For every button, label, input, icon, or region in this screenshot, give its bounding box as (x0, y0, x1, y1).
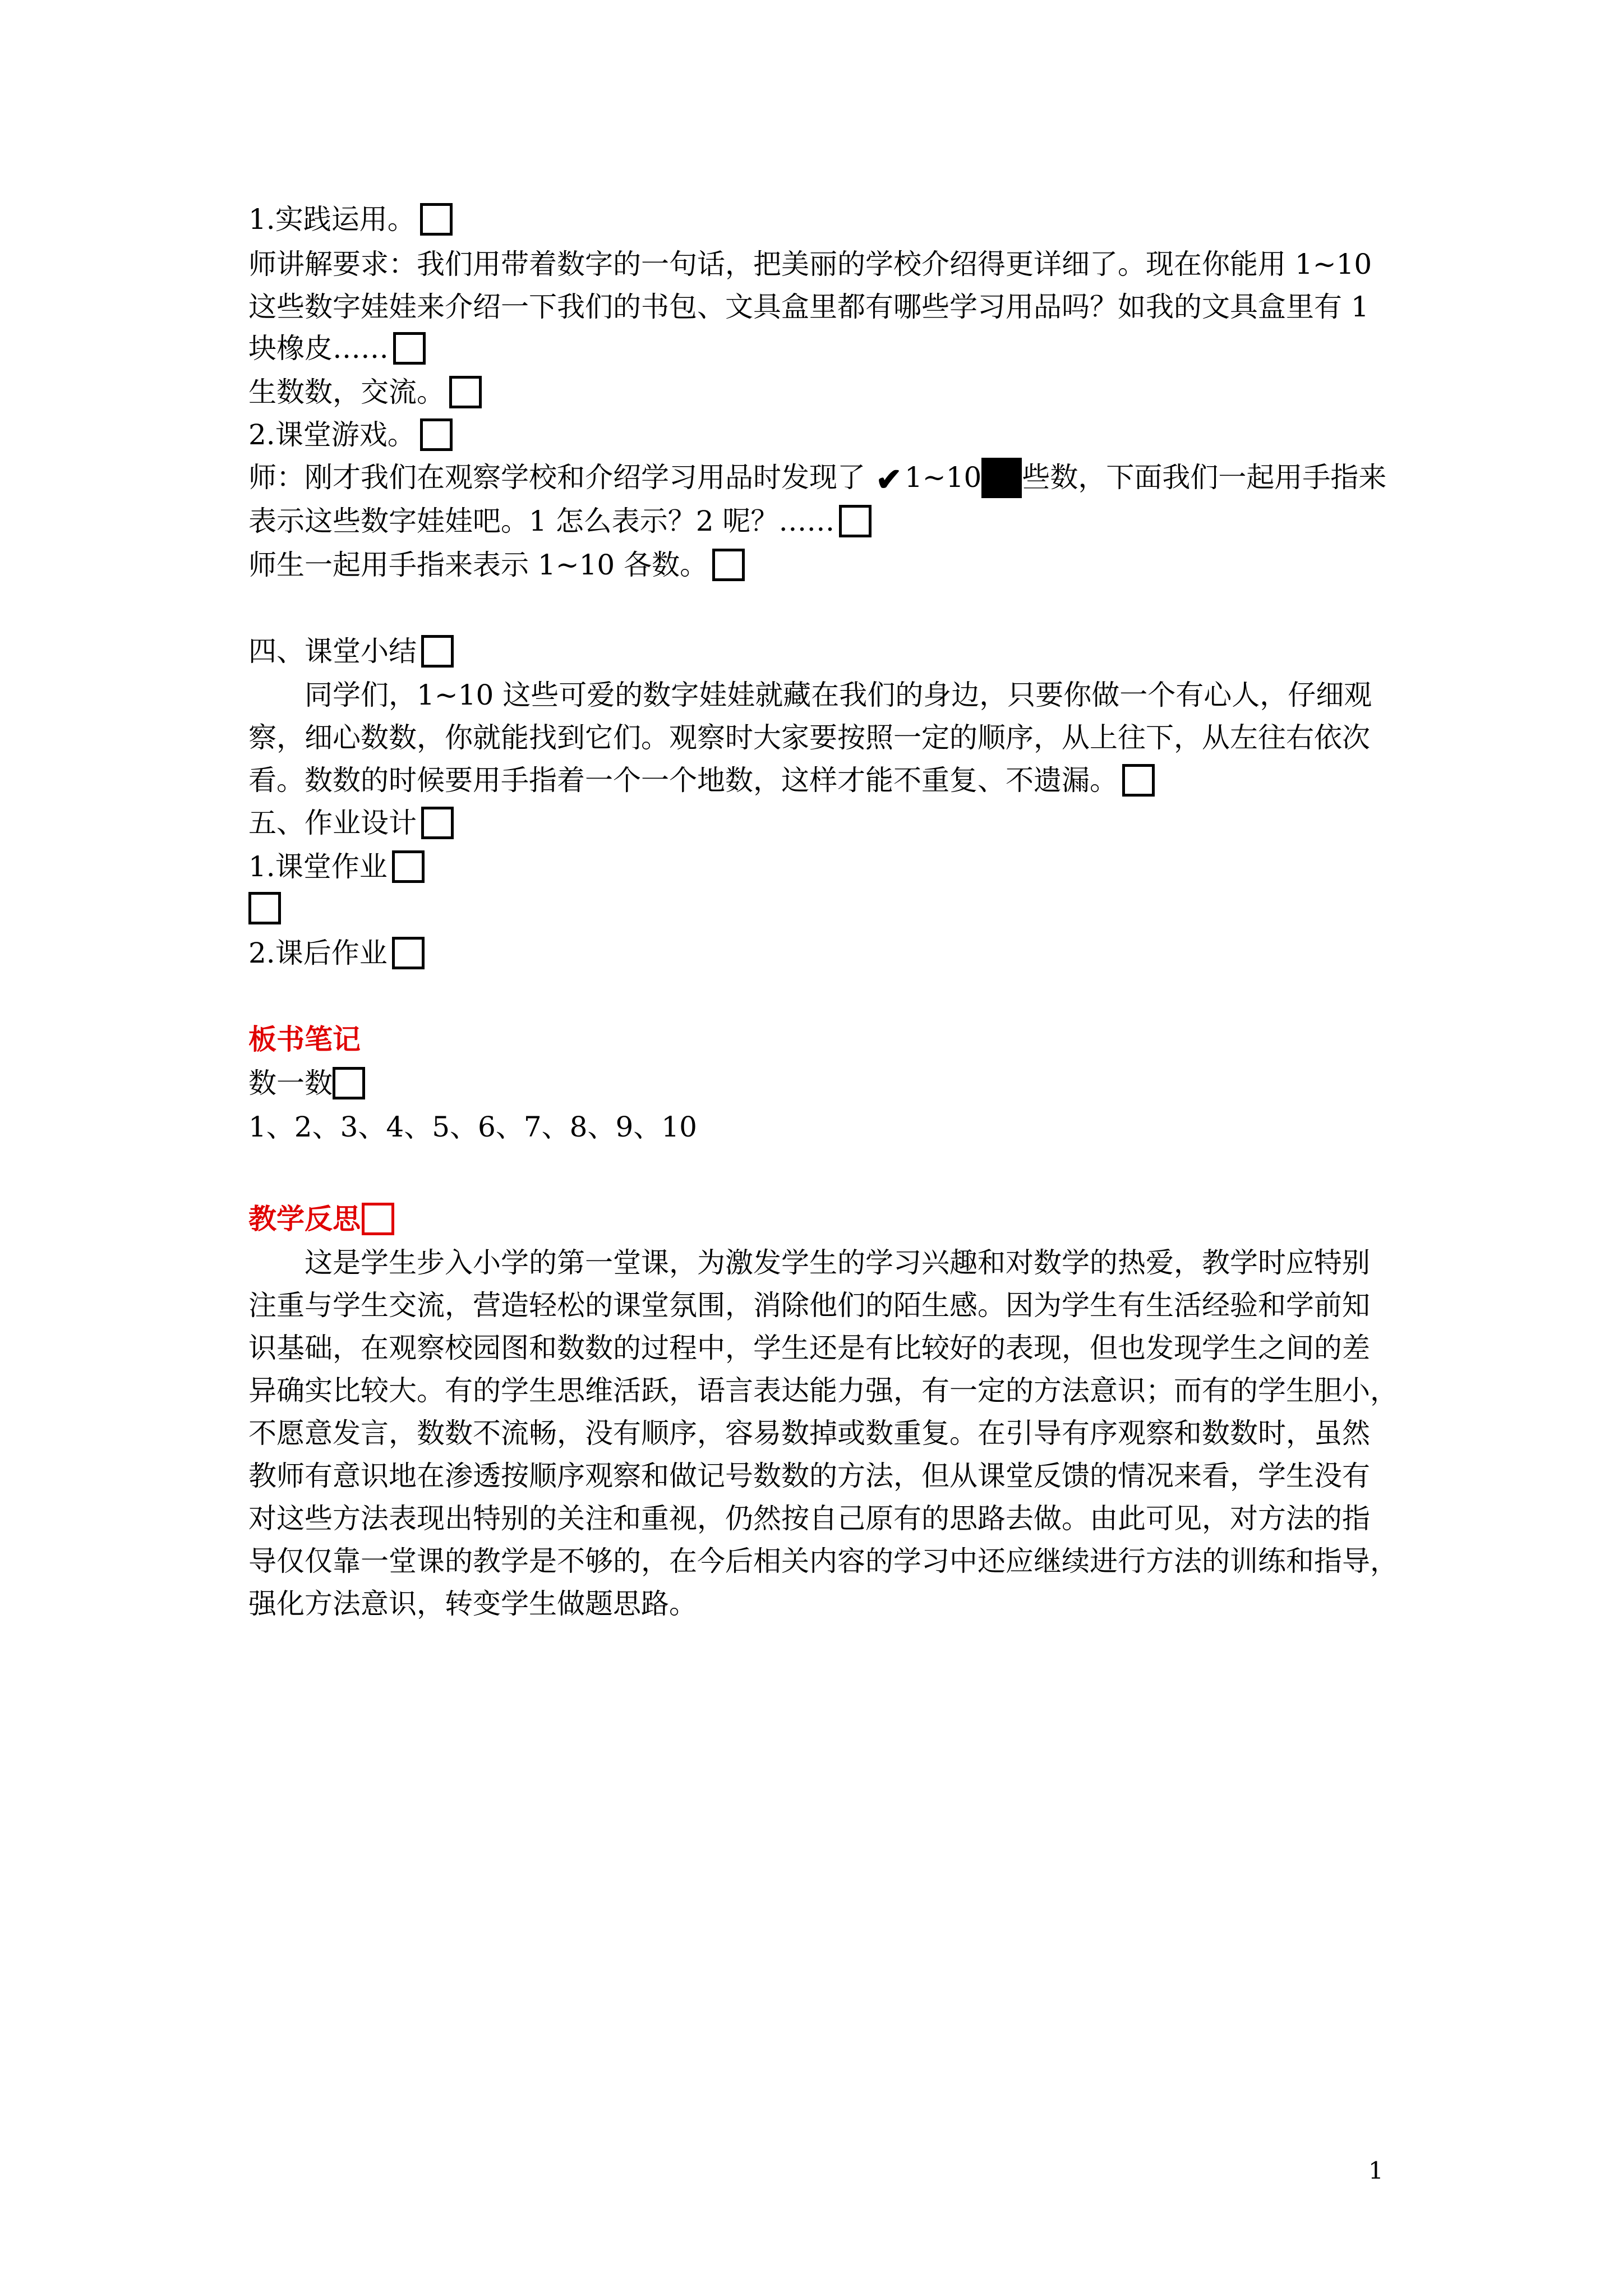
reflection-line: 异确实比较大。有的学生思维活跃，语言表达能力强，有一定的方法意识；而有的学生胆小， (248, 1374, 1398, 1407)
game-text: 2.课堂游戏。 (248, 418, 416, 451)
summary-paragraph-line (305, 673, 1372, 717)
teacher-requirement-line (248, 242, 1372, 286)
reflection-line: 不愿意发言，数数不流畅，没有顺序，容易数掉或数重复。在引导有序观察和数数时，虽然 (248, 1417, 1370, 1450)
checkbox-square-icon[interactable] (392, 850, 425, 883)
board-numbers: 1、2、3、4、5、6、7、8、9、10 (248, 1111, 697, 1143)
teacher-game-text: 些数，下面我们一起用手指来 (1022, 461, 1387, 494)
teacher-game-range: 1~10 (905, 461, 982, 494)
checkmark-icon: ✔ (875, 461, 902, 498)
reflection-line: 强化方法意识，转变学生做题思路。 (248, 1588, 697, 1620)
checkbox-square-icon[interactable] (248, 892, 281, 924)
after-class-item (248, 931, 425, 975)
board-heading: 板书笔记 (248, 1023, 361, 1056)
practice-item (248, 197, 453, 241)
teacher-requirement-text: 块橡皮…… (248, 332, 389, 365)
summary-text: 同学们，1~10 这些可爱的数字娃娃就藏在我们的身边，只要你做一个有心人，仔细观 (305, 679, 1372, 711)
summary-heading (248, 629, 454, 673)
teacher-requirement-text: 师讲解要求：我们用带着数字的一句话，把美丽的学校介绍得更详细了。现在你能用 1~10 (248, 248, 1372, 280)
reflection-heading-line (248, 1197, 394, 1241)
teacher-game-line (248, 455, 1386, 499)
teacher-game-line (248, 499, 872, 543)
summary-text: 看。数数的时候要用手指着一个一个地数，这样才能不重复、不遗漏。 (248, 764, 1118, 797)
checkbox-square-icon[interactable] (393, 332, 426, 365)
class-work-text: 1.课堂作业 (248, 850, 388, 883)
redaction-block (981, 458, 1022, 498)
homework-heading (248, 801, 454, 845)
practice-text: 1.实践运用。 (248, 203, 416, 236)
reflection-line: 对这些方法表现出特别的关注和重视，仍然按自己原有的思路去做。由此可见，对方法的指 (248, 1502, 1370, 1535)
checkbox-square-icon[interactable] (420, 203, 453, 236)
teacher-requirement-line (248, 326, 426, 370)
board-title-text: 数一数 (248, 1067, 333, 1099)
summary-text: 察，细心数数，你就能找到它们。观察时大家要按照一定的顺序，从上往下，从左往右依次 (248, 721, 1370, 754)
teacher-game-text: 师：刚才我们在观察学校和介绍学习用品时发现了 (248, 461, 865, 494)
fingers-line (248, 543, 745, 587)
after-class-text: 2.课后作业 (248, 937, 388, 969)
teacher-requirement-text: 这些数字娃娃来介绍一下我们的书包、文具盒里都有哪些学习用品吗？如我的文具盒里有 1 (248, 291, 1369, 323)
fingers-text: 师生一起用手指来表示 1~10 各数。 (248, 549, 708, 581)
checkbox-square-icon[interactable] (449, 376, 482, 408)
checkbox-square-icon[interactable] (1122, 764, 1155, 797)
standalone-box-line (248, 886, 281, 930)
checkbox-square-icon[interactable] (420, 418, 453, 451)
class-work-item (248, 845, 425, 889)
page-number: 1 (1368, 2157, 1384, 2184)
checkbox-square-icon[interactable] (421, 807, 454, 839)
reflection-line: 导仅仅靠一堂课的教学是不够的，在今后相关内容的学习中还应继续进行方法的训练和指导， (248, 1545, 1398, 1577)
teacher-requirement-line (248, 285, 1369, 329)
reflection-line: 教师有意识地在渗透按顺序观察和做记号数数的方法，但从课堂反馈的情况来看，学生没有 (248, 1460, 1370, 1492)
reflection-line: 这是学生步入小学的第一堂课，为激发学生的学习兴趣和对数学的热爱，教学时应特别 (305, 1246, 1370, 1279)
checkbox-square-icon[interactable] (421, 635, 454, 668)
checkbox-square-icon[interactable] (333, 1067, 365, 1099)
checkbox-square-icon[interactable] (362, 1203, 394, 1235)
reflection-heading-text: 教学反思 (248, 1202, 361, 1235)
summary-heading-text: 四、课堂小结 (248, 635, 417, 668)
students-count-text: 生数数，交流。 (248, 376, 445, 408)
board-title-line (248, 1061, 365, 1105)
reflection-line: 注重与学生交流，营造轻松的课堂氛围，消除他们的陌生感。因为学生有生活经验和学前知 (248, 1289, 1370, 1322)
summary-paragraph-line (248, 716, 1370, 760)
homework-heading-text: 五、作业设计 (248, 807, 417, 839)
checkbox-square-icon[interactable] (392, 937, 425, 969)
students-count-line (248, 370, 482, 414)
checkbox-square-icon[interactable] (839, 505, 872, 537)
summary-paragraph-line (248, 758, 1155, 802)
checkbox-square-icon[interactable] (712, 549, 745, 581)
game-item (248, 413, 453, 457)
reflection-line: 识基础，在观察校园图和数数的过程中，学生还是有比较好的表现，但也发现学生之间的差 (248, 1332, 1370, 1364)
teacher-game-text: 表示这些数字娃娃吧。1 怎么表示？2 呢？…… (248, 505, 835, 537)
